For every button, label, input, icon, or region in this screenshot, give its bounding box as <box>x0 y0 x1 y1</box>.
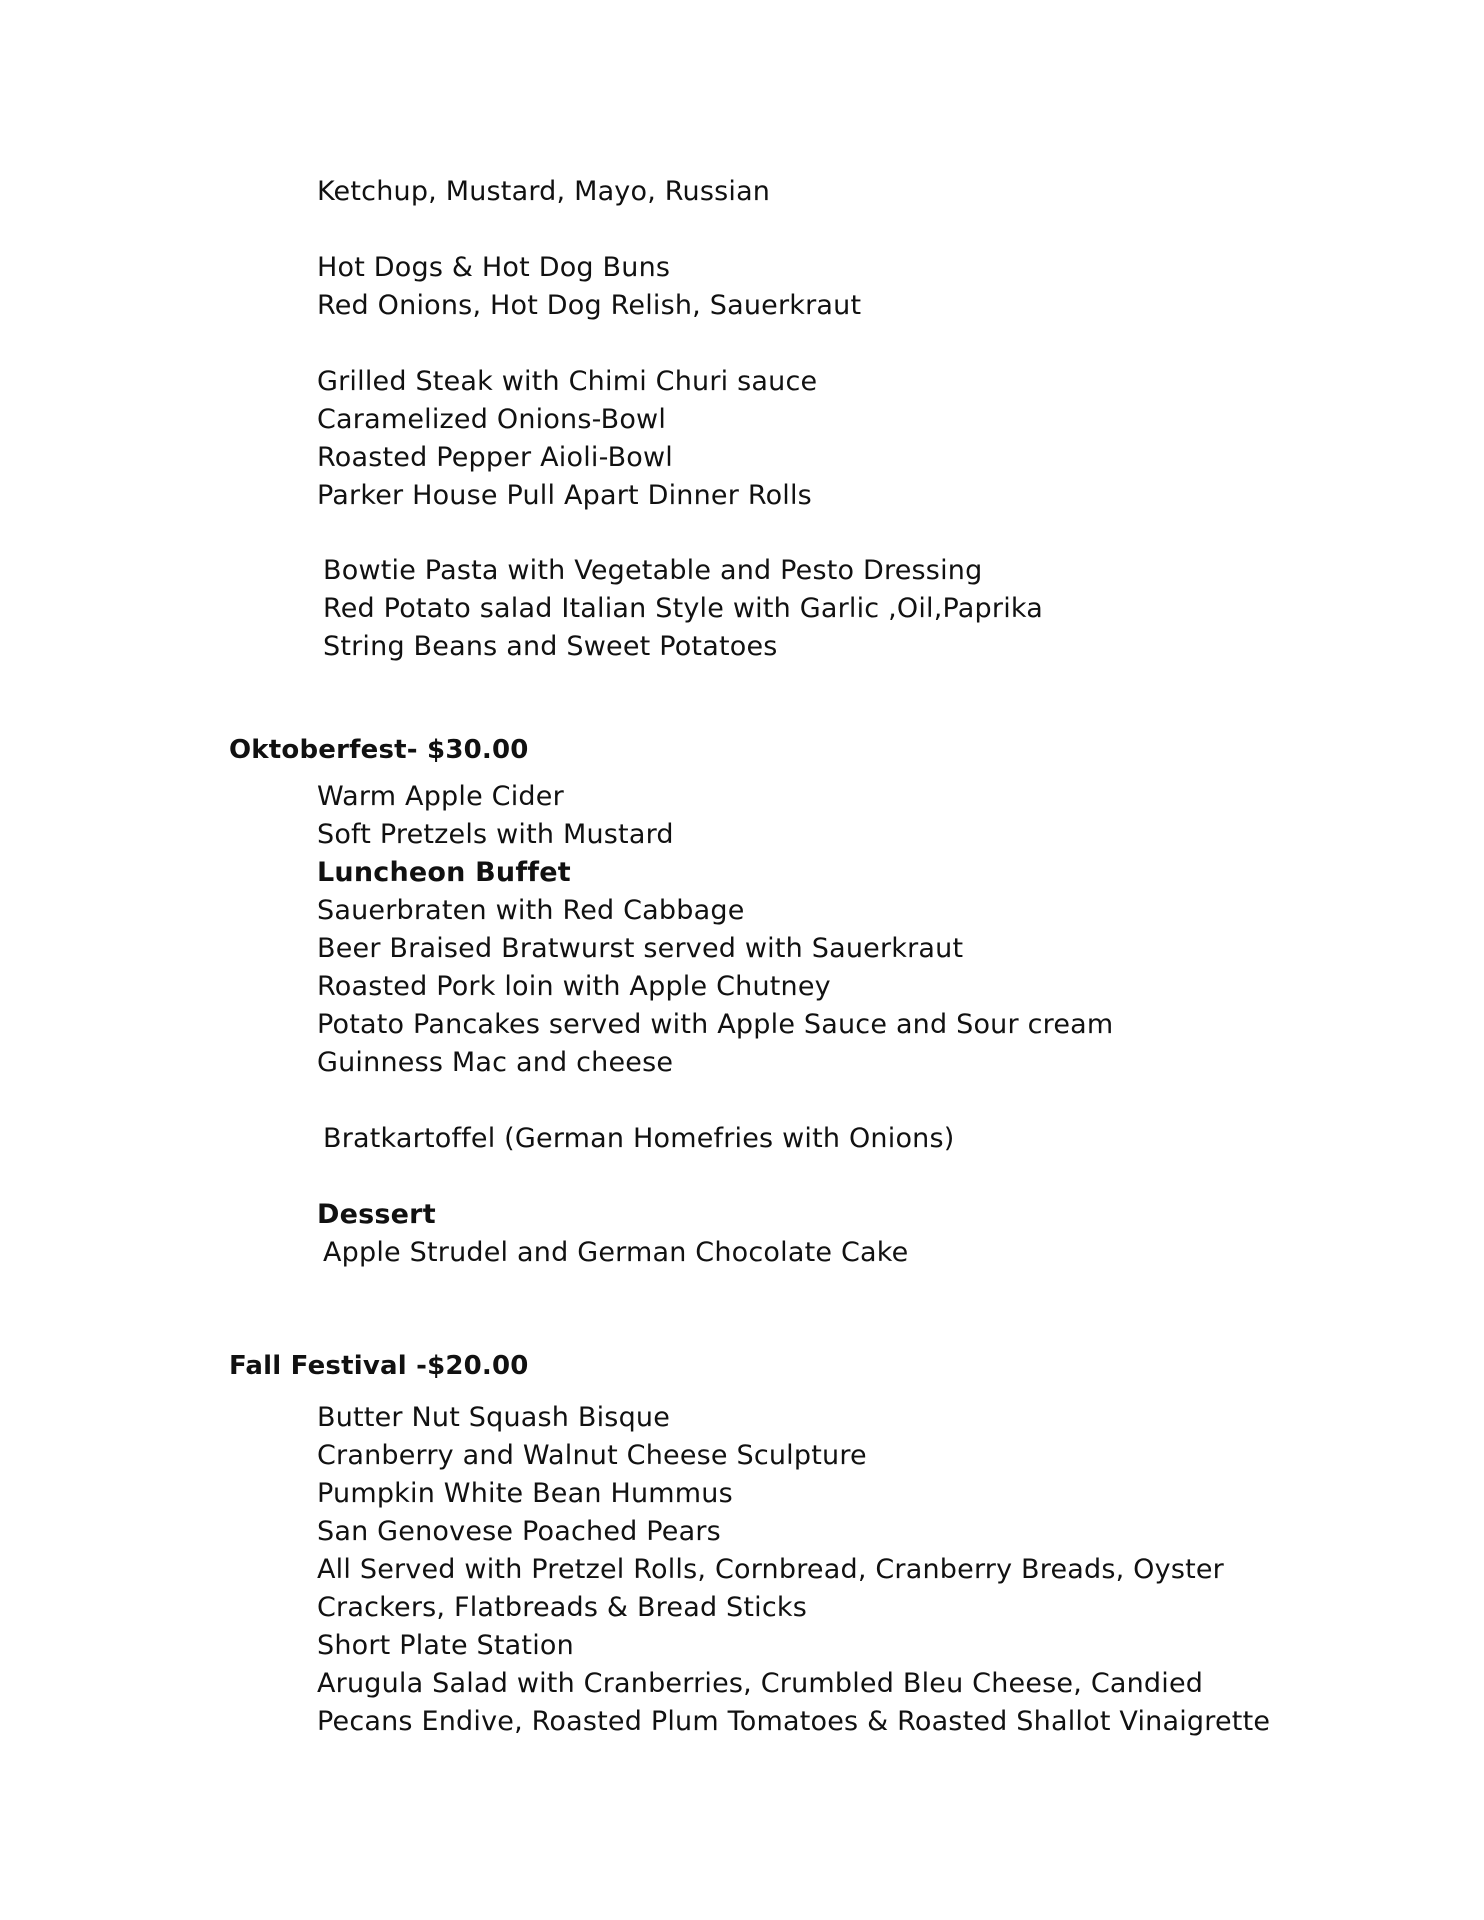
menu-item: Bowtie Pasta with Vegetable and Pesto Dressing <box>323 555 983 586</box>
menu-item: Parker House Pull Apart Dinner Rolls <box>317 480 812 511</box>
section-heading-fall-festival: Fall Festival -$20.00 <box>229 1351 529 1381</box>
menu-item: Pecans Endive, Roasted Plum Tomatoes & Roasted Shallot Vinaigrette <box>317 1706 1271 1737</box>
menu-item: Crackers, Flatbreads & Bread Sticks <box>317 1592 808 1623</box>
menu-item: Red Potato salad Italian Style with Garlic ,Oil,Paprika <box>323 593 1044 624</box>
menu-item: Pumpkin White Bean Hummus <box>317 1478 733 1509</box>
subheading-dessert: Dessert <box>317 1199 436 1230</box>
menu-item: Bratkartoffel (German Homefries with Onions) <box>323 1123 955 1154</box>
menu-item: Potato Pancakes served with Apple Sauce and Sour cream <box>317 1009 1114 1040</box>
menu-item: Cranberry and Walnut Cheese Sculpture <box>317 1440 867 1471</box>
menu-item: Butter Nut Squash Bisque <box>317 1402 671 1433</box>
menu-item: Soft Pretzels with Mustard <box>317 819 674 850</box>
menu-item: Short Plate Station <box>317 1630 574 1661</box>
menu-item: String Beans and Sweet Potatoes <box>323 631 778 662</box>
menu-item: Roasted Pork loin with Apple Chutney <box>317 971 831 1002</box>
menu-item: All Served with Pretzel Rolls, Cornbread, Cranberry Breads, Oyster <box>317 1554 1224 1585</box>
subheading-luncheon-buffet: Luncheon Buffet <box>317 857 571 888</box>
menu-item: Caramelized Onions-Bowl <box>317 404 667 435</box>
menu-item: Ketchup, Mustard, Mayo, Russian <box>317 176 771 207</box>
menu-item: Warm Apple Cider <box>317 781 564 812</box>
menu-item: Sauerbraten with Red Cabbage <box>317 895 745 926</box>
menu-item: Grilled Steak with Chimi Churi sauce <box>317 366 818 397</box>
menu-item: Arugula Salad with Cranberries, Crumbled Bleu Cheese, Candied <box>317 1668 1204 1699</box>
menu-item: Beer Braised Bratwurst served with Sauerkraut <box>317 933 964 964</box>
menu-item: Hot Dogs & Hot Dog Buns <box>317 252 671 283</box>
menu-item: Red Onions, Hot Dog Relish, Sauerkraut <box>317 290 862 321</box>
menu-item: Guinness Mac and cheese <box>317 1047 674 1078</box>
menu-item: Apple Strudel and German Chocolate Cake <box>323 1237 909 1268</box>
menu-item: Roasted Pepper Aioli-Bowl <box>317 442 673 473</box>
section-heading-oktoberfest: Oktoberfest- $30.00 <box>229 735 529 765</box>
menu-item: San Genovese Poached Pears <box>317 1516 721 1547</box>
